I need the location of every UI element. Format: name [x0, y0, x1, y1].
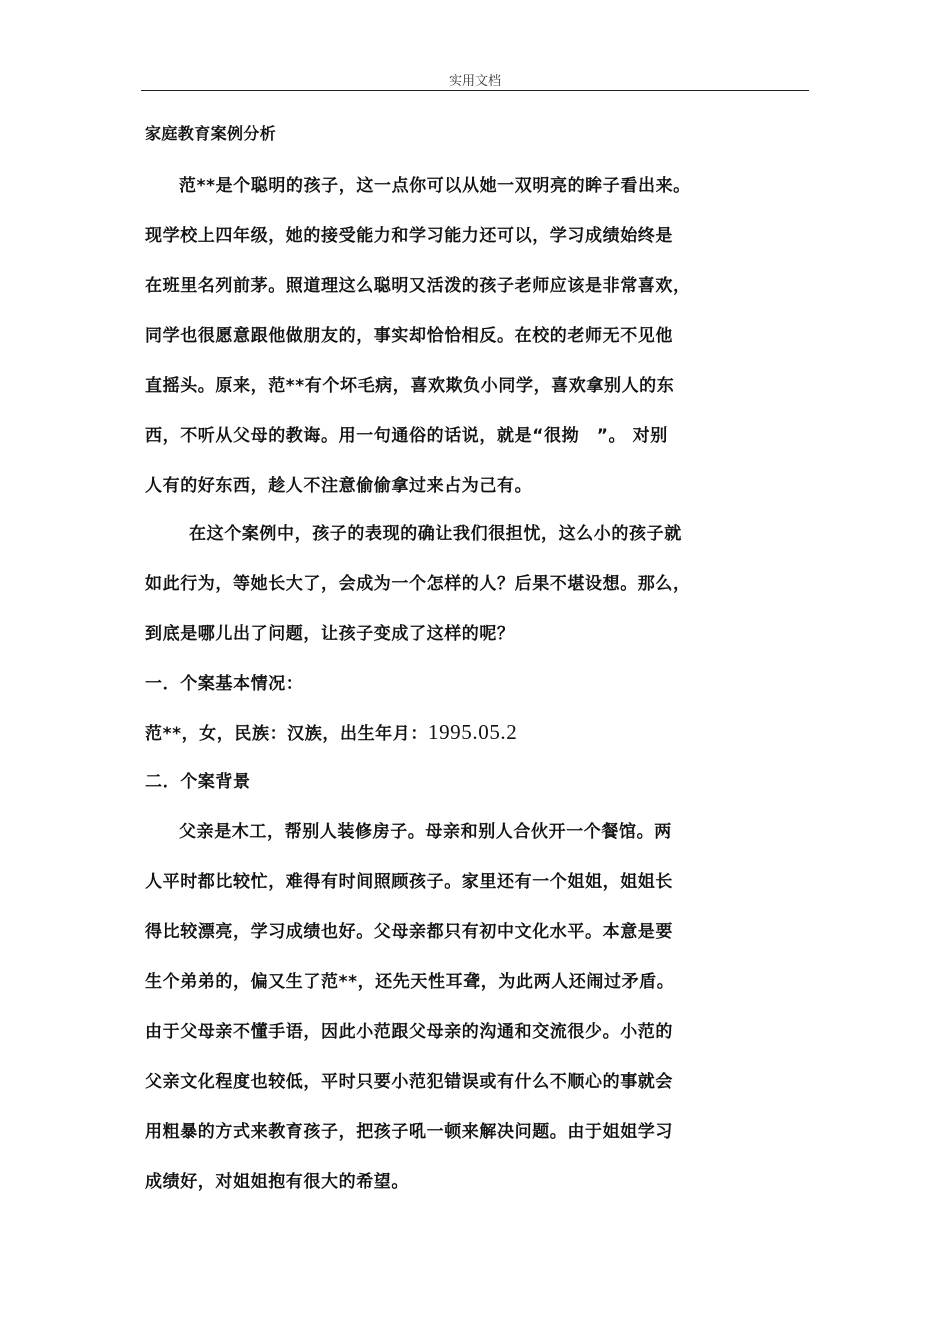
header-title: 实用文档	[448, 74, 501, 89]
section-heading-background: 二．个案背景	[145, 772, 251, 792]
paragraph-line: 西，不听从父母的教诲。用一句通俗的话说，就是“很拗 ”。 对别	[145, 426, 668, 446]
paragraph-line: 生个弟弟的，偏又生了范**，还先天性耳聋，为此两人还闹过矛盾。	[145, 972, 675, 992]
paragraph-line: 现学校上四年级，她的接受能力和学习能力还可以，学习成绩始终是	[145, 226, 673, 246]
paragraph-line: 由于父母亲不懂手语，因此小范跟父母亲的沟通和交流很少。小范的	[145, 1022, 673, 1042]
basic-info-line	[145, 720, 517, 744]
paragraph-line: 范**是个聪明的孩子，这一点你可以从她一双明亮的眸子看出来。	[179, 176, 691, 196]
paragraph-line: 到底是哪儿出了问题，让孩子变成了这样的呢？	[145, 624, 515, 644]
document-title: 家庭教育案例分析	[145, 124, 277, 143]
paragraph-line: 人平时都比较忙，难得有时间照顾孩子。家里还有一个姐姐，姐姐长	[145, 872, 673, 892]
paragraph-line: 在这个案例中，孩子的表现的确让我们很担忧，这么小的孩子就	[189, 524, 682, 544]
paragraph-line: 用粗暴的方式来教育孩子，把孩子吼一顿来解决问题。由于姐姐学习	[145, 1122, 673, 1142]
paragraph-line: 父亲文化程度也较低，平时只要小范犯错误或有什么不顺心的事就会	[145, 1072, 673, 1092]
section-heading-basic-info: 一．个案基本情况：	[145, 674, 304, 694]
paragraph-line: 得比较漂亮，学习成绩也好。父母亲都只有初中文化水平。本意是要	[145, 922, 673, 942]
paragraph-line: 直摇头。原来，范**有个坏毛病，喜欢欺负小同学，喜欢拿别人的东	[145, 376, 675, 396]
birth-date: 1995.05.2	[427, 720, 518, 744]
basic-info-text: 范**，女，民族：汉族，出生年月：	[145, 724, 428, 744]
paragraph-line: 人有的好东西，趁人不注意偷偷拿过来占为己有。	[145, 476, 533, 496]
paragraph-line: 同学也很愿意跟他做朋友的，事实却恰恰相反。在校的老师无不见他	[145, 326, 673, 346]
page-header	[141, 70, 809, 91]
paragraph-line: 在班里名列前茅。照道理这么聪明又活泼的孩子老师应该是非常喜欢，	[145, 276, 691, 296]
paragraph-line: 如此行为，等她长大了，会成为一个怎样的人？后果不堪设想。那么，	[145, 574, 691, 594]
paragraph-line: 成绩好，对姐姐抱有很大的希望。	[145, 1172, 409, 1192]
paragraph-line: 父亲是木工，帮别人装修房子。母亲和别人合伙开一个餐馆。两	[179, 822, 672, 842]
